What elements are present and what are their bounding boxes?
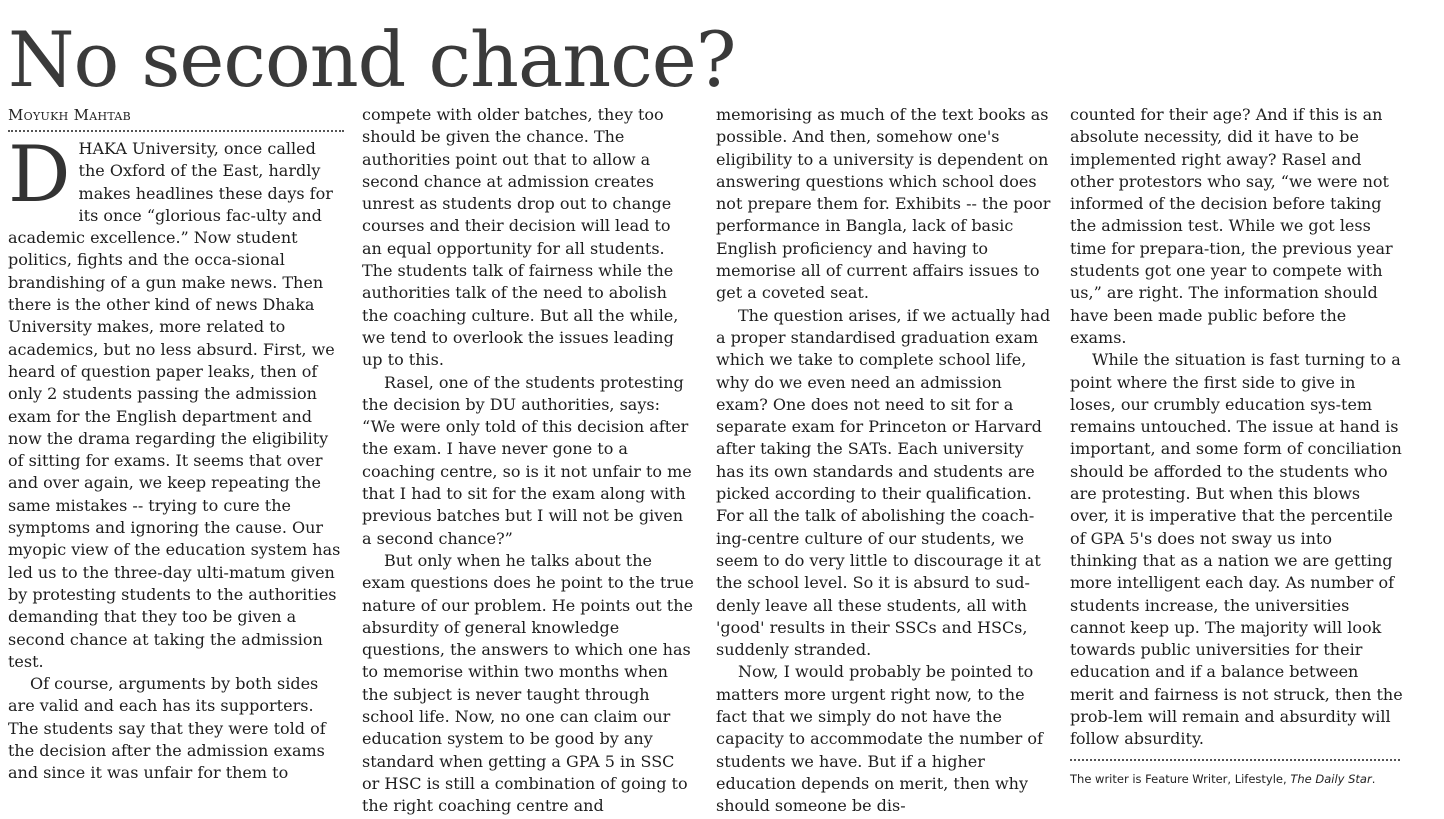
publication-name: The Daily Star [1290, 771, 1372, 786]
lead-paragraph-text: HAKA University, once called the Oxford of the East, hardly makes headlines these days for its once “glorious fac-ulty and academic excellence.” Now student politics, fights and the occa-sional brandishing of a gun make news. Then there is the other kind of news Dhaka University makes, more related to academics, but no less absurd. First, we heard of question paper leaks, then of only 2 students passing the admission exam for the English department and now the drama regarding the eligibility of sitting for exams. It seems that over and over again, we keep repeating the same mistakes -- trying to cure the symptoms and ignoring the cause. Our myopic view of the education system has led us to the three-day ulti-matum given by protesting students to the authorities demanding that they too be given a second chance at taking the admission test. [8, 139, 341, 671]
paragraph: memorising as much of the text books as possible. And then, somehow one's eligibility to a university is dependent on answering questions which school does not prepare them for. Exhibits -- the poor performance in Bangla, lack of basic English proficiency and having to memorise all of current affairs issues to get a coveted seat. [716, 105, 1051, 303]
author-credit [1070, 771, 1404, 787]
paragraph: But only when he talks about the exam questions does he point to the true nature of our problem. He points out the absurdity of general knowledge questions, the answers to which one has to memorise within two months when the subject is never taught through school life. Now, no one can claim our education system to be good by any standard when getting a GPA 5 in SSC or HSC is still a combination of going to the right coaching centre and [362, 550, 694, 816]
paragraph: compete with older batches, they too should be given the chance. The authorities point out that to allow a second chance at admission creates unrest as students drop out to change courses and their decision will lead to an equal opportunity for all students. The students talk of fairness while the authorities talk of the need to abolish the coaching culture. But all the while, we tend to overlook the issues leading up to this. [362, 105, 679, 370]
credit-text: The writer is Feature Writer, Lifestyle, [1070, 771, 1291, 786]
article-column-1 [8, 104, 344, 785]
paragraph: counted for their age? And if this is an absolute necessity, did it have to be implemented right away? Rasel and other protestors who say, “we were not informed of the decision before taking the admission test. While we got less time for prepara-tion, the previous year students got one year to compete with us,” are right. The information should have been made public before the exams. [1070, 105, 1393, 347]
article-column-4 [1070, 104, 1404, 787]
paragraph: While the situation is fast turning to a point where the first side to give in loses, our crumbly education sys-tem remains untouched. The issue at hand is important, and some form of conciliation should be afforded to the students who are protesting. But when this blows over, it is imperative that the percentile of GPA 5's does not sway us into thinking that as a nation we are getting more intelligent each day. As number of students increase, the universities cannot keep up. The majority will look towards public universities for their education and if a balance between merit and fairness is not struck, then the prob-lem will remain and absurdity will follow absurdity. [1070, 350, 1403, 749]
paragraph: Of course, arguments by both sides are valid and each has its supporters. The students say that they were told of the decision after the admission exams and since it was unfair for them to [8, 674, 326, 783]
paragraph: Now, I would probably be pointed to matters more urgent right now, to the fact that we simply do not have the capacity to accommodate the number of students we have. But if a higher education depends on merit, then why should someone be dis- [716, 662, 1043, 816]
article-column-2 [362, 104, 694, 818]
lead-paragraph [8, 130, 344, 673]
paragraph: The question arises, if we actually had a proper standardised graduation exam which we take to complete school life, why do we even need an admission exam? One does not need to sit for a separate exam for Princeton or Harvard after taking the SATs. Each university has its own standards and students are picked according to their qualification. For all the talk of abolishing the coach-ing-centre culture of our students, we seem to do very little to discourage it at the school level. So it is absurd to sud-denly leave all these students, all with 'good' results in their SSCs and HSCs, suddenly stranded. [716, 305, 1051, 660]
headline: No second chance? [8, 15, 736, 104]
article-column-3 [716, 104, 1054, 818]
credit-suffix: . [1371, 771, 1376, 786]
paragraph: Rasel, one of the students protesting the decision by DU authorities, says: “We were only told of this decision after the exam. I have never gone to a coaching centre, so is it not unfair to me that I had to sit for the exam along with previous batches but I will not be given a second chance?” [362, 372, 692, 548]
end-divider [1070, 759, 1400, 761]
drop-cap: D [8, 130, 71, 220]
byline: Moyukh Mahtab [8, 106, 132, 124]
